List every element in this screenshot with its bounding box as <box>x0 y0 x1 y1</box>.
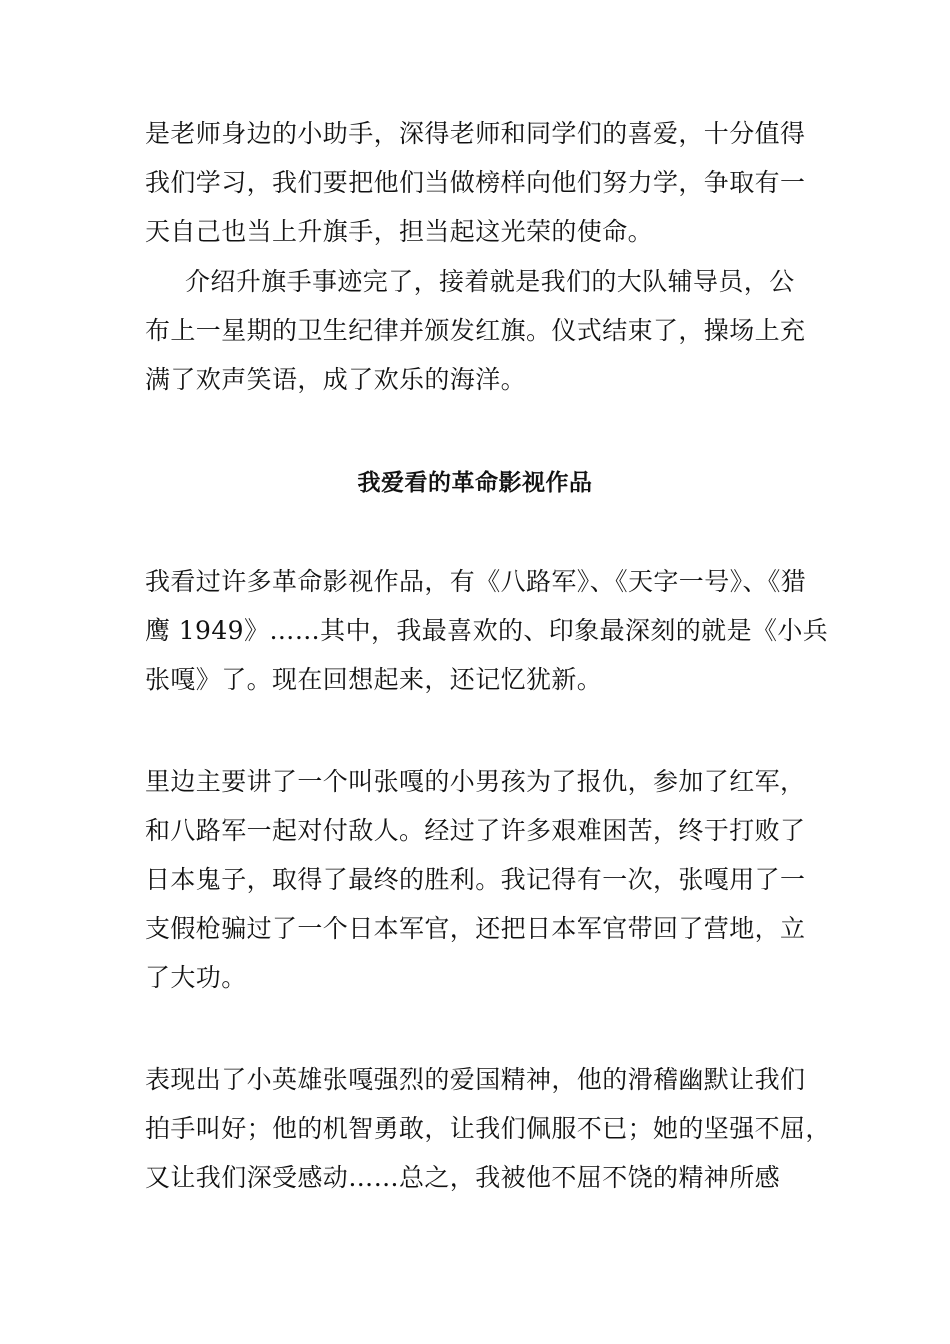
text-line: 鹰 1949》……其中，我最喜欢的、印象最深刻的就是《小兵 <box>145 616 829 645</box>
paragraph-continued <box>145 109 825 256</box>
text-line: 布上一星期的卫生纪律并颁发红旗。仪式结束了，操场上充 <box>145 316 806 345</box>
essay-title: 我爱看的革命影视作品 <box>357 470 593 496</box>
text-line: 里边主要讲了一个叫张嘎的小男孩为了报仇，参加了红军， <box>145 767 806 796</box>
text-line: 是老师身边的小助手，深得老师和同学们的喜爱，十分值得 <box>145 119 806 148</box>
text-line: 我们学习，我们要把他们当做榜样向他们努力学，争取有一 <box>145 168 806 197</box>
text-line: 拍手叫好；他的机智勇敢，让我们佩服不已；她的坚强不屈， <box>145 1114 831 1143</box>
text-line: 我看过许多革命影视作品，有《八路军》、《天字一号》、《猎 <box>145 567 807 596</box>
paragraph-reflection <box>145 1055 831 1202</box>
text-line: 满了欢声笑语，成了欢乐的海洋。 <box>145 365 527 394</box>
text-line: 又让我们深受感动……总之，我被他不屈不饶的精神所感 <box>145 1163 781 1192</box>
paragraph-ceremony <box>145 257 825 404</box>
text-line: 支假枪骗过了一个日本军官，还把日本军官带回了营地，立 <box>145 914 806 943</box>
text-line: 张嘎》了。现在回想起来，还记忆犹新。 <box>145 665 603 694</box>
paragraph-story <box>145 757 825 1002</box>
text-line: 天自己也当上升旗手，担当起这光荣的使命。 <box>145 217 654 246</box>
text-line: 介绍升旗手事迹完了，接着就是我们的大队辅导员，公 <box>185 267 795 296</box>
text-line: 了大功。 <box>145 963 247 992</box>
text-line: 和八路军一起对付敌人。经过了许多艰难困苦，终于打败了 <box>145 816 806 845</box>
paragraph-intro <box>145 557 829 704</box>
text-line: 表现出了小英雄张嘎强烈的爱国精神，他的滑稽幽默让我们 <box>145 1065 806 1094</box>
text-line: 日本鬼子，取得了最终的胜利。我记得有一次，张嘎用了一 <box>145 865 806 894</box>
